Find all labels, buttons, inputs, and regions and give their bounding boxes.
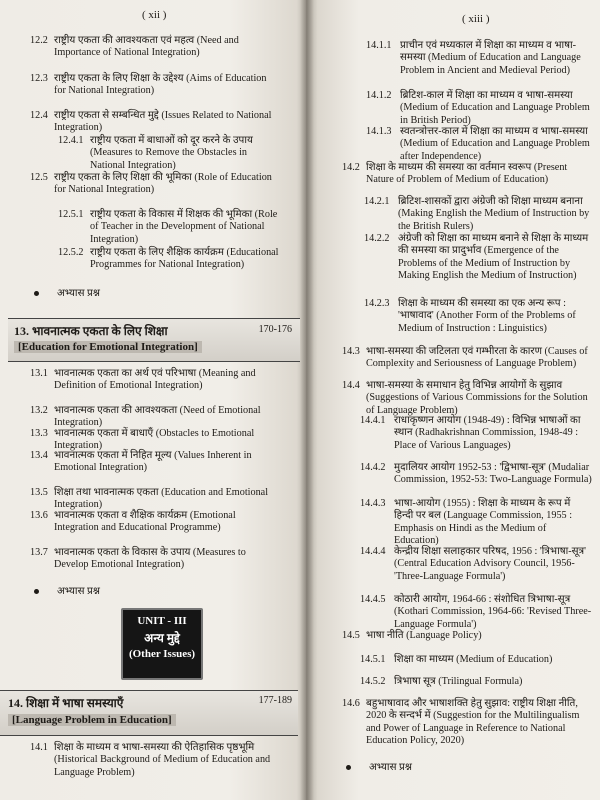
toc-entry bbox=[360, 415, 592, 452]
toc-entry bbox=[30, 110, 278, 135]
entry-number: 13.3 bbox=[30, 428, 48, 439]
entry-text: भावनात्मक एकता में बाधाएँ (Obstacles to Emotional Integration) bbox=[54, 428, 255, 452]
entry-text: शिक्षा के माध्यम की समस्या का एक अन्य रूप : 'भाषावाद' (Another Form of the Problems of Medium of Instruction : Linguistics) bbox=[398, 298, 576, 334]
toc-entry bbox=[30, 405, 278, 430]
entry-text: शिक्षा के माध्यम की समस्या का वर्तमान स्वरूप (Present Nature of Problem of Medium of Education) bbox=[366, 162, 568, 186]
bullet-icon bbox=[34, 589, 39, 594]
entry-text: भावनात्मक एकता की आवश्यकता (Need of Emotional Integration) bbox=[54, 405, 261, 429]
page-number: ( xiii ) bbox=[462, 13, 490, 25]
entry-number: 13.5 bbox=[30, 487, 48, 498]
chapter-14-heading bbox=[0, 690, 298, 736]
entry-text: भाषा-आयोग (1955) : शिक्षा के माध्यम के रूप में हिन्दी पर बल (Language Commission, 1955 : Emphasis on Hindi as the Medium of Education) bbox=[394, 498, 573, 547]
chapter-english-title: [Education for Emotional Integration] bbox=[14, 341, 202, 353]
entry-text: राधाकृष्णन आयोग (1948-49) : विभिन्न भाषाओं का स्थान (Radhakrishnan Commission, 1948-49 : Place of Various Languages) bbox=[394, 415, 581, 451]
page-number: ( xii ) bbox=[142, 9, 167, 21]
entry-text: राष्ट्रीय एकता से सम्बन्धित मुद्दे (Issues Related to National Integration) bbox=[54, 110, 272, 134]
toc-entry bbox=[360, 498, 592, 548]
toc-entry bbox=[342, 162, 592, 187]
toc-entry bbox=[360, 676, 592, 688]
entry-number: 12.5 bbox=[30, 172, 48, 183]
toc-entry bbox=[364, 233, 592, 283]
entry-number: 13.4 bbox=[30, 450, 48, 461]
toc-entry bbox=[366, 126, 592, 163]
toc-entry bbox=[30, 73, 278, 98]
entry-number: 14.4.2 bbox=[360, 462, 386, 473]
right-page bbox=[306, 0, 600, 800]
practice-questions: अभ्यास प्रश्न bbox=[34, 288, 100, 300]
entry-number: 14.3 bbox=[342, 346, 360, 357]
toc-entry bbox=[342, 380, 592, 417]
toc-entry bbox=[342, 698, 592, 748]
toc-entry bbox=[58, 247, 280, 272]
page-range: 170-176 bbox=[258, 324, 292, 335]
entry-number: 14.2.1 bbox=[364, 196, 390, 207]
book-gutter bbox=[300, 0, 314, 800]
entry-number: 13.6 bbox=[30, 510, 48, 521]
entry-text: स्वतन्त्रोत्तर-काल में शिक्षा का माध्यम व भाषा-समस्या (Medium of Education and Language Problem after Independence) bbox=[400, 126, 590, 162]
entry-number: 14.5.2 bbox=[360, 676, 386, 687]
toc-entry bbox=[360, 462, 592, 487]
chapter-english-title: [Language Problem in Education] bbox=[8, 714, 176, 726]
toc-entry bbox=[364, 196, 592, 233]
toc-entry bbox=[30, 450, 278, 475]
entry-text: शिक्षा के माध्यम व भाषा-समस्या की ऐतिहासिक पृष्ठभूमि (Historical Background of Medium of Education and Language Problem) bbox=[54, 742, 271, 778]
toc-entry bbox=[30, 742, 280, 779]
entry-text: राष्ट्रीय एकता के लिए शैक्षिक कार्यक्रम (Educational Programmes for National Integration) bbox=[90, 247, 279, 271]
toc-entry bbox=[58, 209, 280, 246]
entry-text: भावनात्मक एकता के विकास के उपाय (Measures to Develop Emotional Integration) bbox=[54, 547, 246, 571]
entry-text: राष्ट्रीय एकता में बाधाओं को दूर करने के उपाय (Measures to Remove the Obstacles in National Integration) bbox=[90, 135, 253, 171]
toc-entry bbox=[30, 35, 278, 60]
entry-text: शिक्षा तथा भावनात्मक एकता (Education and Emotional Integration) bbox=[54, 487, 269, 511]
entry-number: 14.2 bbox=[342, 162, 360, 173]
entry-text: प्राचीन एवं मध्यकाल में शिक्षा का माध्यम व भाषा-समस्या (Medium of Education and Language Problem in Ancient and Medieval Period) bbox=[400, 40, 581, 76]
entry-number: 13.7 bbox=[30, 547, 48, 558]
entry-text: भाषा-समस्या की जटिलता एवं गम्भीरता के कारण (Causes of Complexity and Seriousness of Language Problem) bbox=[366, 346, 588, 370]
practice-questions: अभ्यास प्रश्न bbox=[346, 762, 412, 774]
entry-text: भाषा नीति (Language Policy) bbox=[366, 630, 482, 641]
toc-entry bbox=[366, 40, 592, 77]
entry-number: 14.2.3 bbox=[364, 298, 390, 309]
entry-number: 14.4.4 bbox=[360, 546, 386, 557]
toc-entry bbox=[30, 172, 278, 197]
toc-entry bbox=[366, 90, 592, 127]
entry-number: 12.4 bbox=[30, 110, 48, 121]
toc-entry bbox=[364, 298, 592, 335]
entry-text: ब्रिटिश-शासकों द्वारा अंग्रेजी को शिक्षा माध्यम बनाना (Making English the Medium of Instruction by the British Rulers) bbox=[398, 196, 590, 232]
toc-entry bbox=[30, 547, 278, 572]
entry-text: राष्ट्रीय एकता के लिए शिक्षा की भूमिका (Role of Education for National Integration) bbox=[54, 172, 272, 196]
chapter-title: 13. भावनात्मक एकता के लिए शिक्षा bbox=[14, 324, 168, 338]
entry-number: 14.4.5 bbox=[360, 594, 386, 605]
entry-number: 14.5.1 bbox=[360, 654, 386, 665]
practice-questions: अभ्यास प्रश्न bbox=[34, 586, 100, 598]
entry-number: 14.1.3 bbox=[366, 126, 392, 137]
entry-number: 12.5.1 bbox=[58, 209, 84, 220]
toc-entry bbox=[360, 654, 592, 666]
entry-text: शिक्षा का माध्यम (Medium of Education) bbox=[394, 654, 553, 665]
entry-number: 14.1 bbox=[30, 742, 48, 753]
toc-entry bbox=[342, 346, 592, 371]
entry-text: केन्द्रीय शिक्षा सलाहकार परिषद, 1956 : 'त्रिभाषा-सूत्र' (Central Education Advisory Council, 1956-'Three-Language Formula') bbox=[394, 546, 586, 582]
entry-text: त्रिभाषा सूत्र (Trilingual Formula) bbox=[394, 676, 523, 687]
entry-text: भावनात्मक एकता व शैक्षिक कार्यक्रम (Emotional Integration and Educational Programme) bbox=[54, 510, 236, 534]
toc-entry bbox=[30, 487, 278, 512]
entry-number: 14.1.1 bbox=[366, 40, 392, 51]
entry-number: 12.4.1 bbox=[58, 135, 84, 146]
toc-entry bbox=[360, 594, 592, 631]
entry-text: मुदालियर आयोग 1952-53 : 'द्विभाषा-सूत्र' (Mudaliar Commission, 1952-53: Two-Language Formula) bbox=[394, 462, 592, 486]
entry-number: 12.2 bbox=[30, 35, 48, 46]
entry-number: 14.6 bbox=[342, 698, 360, 709]
entry-text: बहुभाषावाद और भाषाशक्ति हेतु सुझाव: राष्ट्रीय शिक्षा नीति, 2020 के सन्दर्भ में (Suggestion for the Multilingualism and Power of Language in Reference to National Education Policy, 2020) bbox=[366, 698, 580, 747]
entry-number: 14.2.2 bbox=[364, 233, 390, 244]
toc-entry bbox=[30, 368, 278, 393]
toc-entry bbox=[360, 546, 592, 583]
chapter-13-heading bbox=[8, 318, 300, 362]
entry-text: राष्ट्रीय एकता की आवश्यकता एवं महत्व (Need and Importance of National Integration) bbox=[54, 35, 239, 59]
entry-text: राष्ट्रीय एकता के लिए शिक्षा के उद्देश्य (Aims of Education for National Integration) bbox=[54, 73, 267, 97]
bullet-icon bbox=[34, 291, 39, 296]
entry-text: ब्रिटिश-काल में शिक्षा का माध्यम व भाषा-समस्या (Medium of Education and Language Problem in British Period) bbox=[400, 90, 590, 126]
entry-text: राष्ट्रीय एकता के विकास में शिक्षक की भूमिका (Role of Teacher in the Development of National Integration) bbox=[90, 209, 278, 245]
toc-entry bbox=[58, 135, 280, 172]
unit-number: UNIT - III bbox=[137, 615, 187, 627]
toc-entry bbox=[342, 630, 592, 642]
entry-text: कोठारी आयोग, 1964-66 : संशोधित त्रिभाषा-सूत्र (Kothari Commission, 1964-66: 'Revised Three-Language Formula') bbox=[394, 594, 592, 630]
entry-number: 14.4.3 bbox=[360, 498, 386, 509]
page-range: 177-189 bbox=[258, 695, 292, 706]
unit-title-english: (Other Issues) bbox=[128, 648, 196, 660]
entry-number: 13.1 bbox=[30, 368, 48, 379]
entry-text: भावनात्मक एकता का अर्थ एवं परिभाषा (Meaning and Definition of Emotional Integration) bbox=[54, 368, 256, 392]
unit-badge bbox=[121, 608, 203, 680]
entry-text: भावनात्मक एकता में निहित मूल्य (Values Inherent in Emotional Integration) bbox=[54, 450, 252, 474]
entry-number: 14.4.1 bbox=[360, 415, 386, 426]
entry-number: 13.2 bbox=[30, 405, 48, 416]
toc-entry bbox=[30, 510, 278, 535]
bullet-icon bbox=[346, 765, 351, 770]
entry-number: 14.1.2 bbox=[366, 90, 392, 101]
unit-title-hindi: अन्य मुद्दे bbox=[144, 631, 180, 645]
chapter-title: 14. शिक्षा में भाषा समस्याएँ bbox=[8, 696, 124, 710]
entry-number: 12.5.2 bbox=[58, 247, 84, 258]
entry-number: 14.5 bbox=[342, 630, 360, 641]
entry-text: अंग्रेजी को शिक्षा का माध्यम बनाने से शिक्षा के माध्यम की समस्या का प्रादुर्भाव (Emergence of the Problems of the Medium of Instruction by Making English the Medium of Instruction) bbox=[398, 233, 589, 282]
entry-number: 12.3 bbox=[30, 73, 48, 84]
entry-number: 14.4 bbox=[342, 380, 360, 391]
entry-text: भाषा-समस्या के समाधान हेतु विभिन्न आयोगों के सुझाव (Suggestions of Various Commissions for the Solution of Language Problem) bbox=[366, 380, 588, 416]
